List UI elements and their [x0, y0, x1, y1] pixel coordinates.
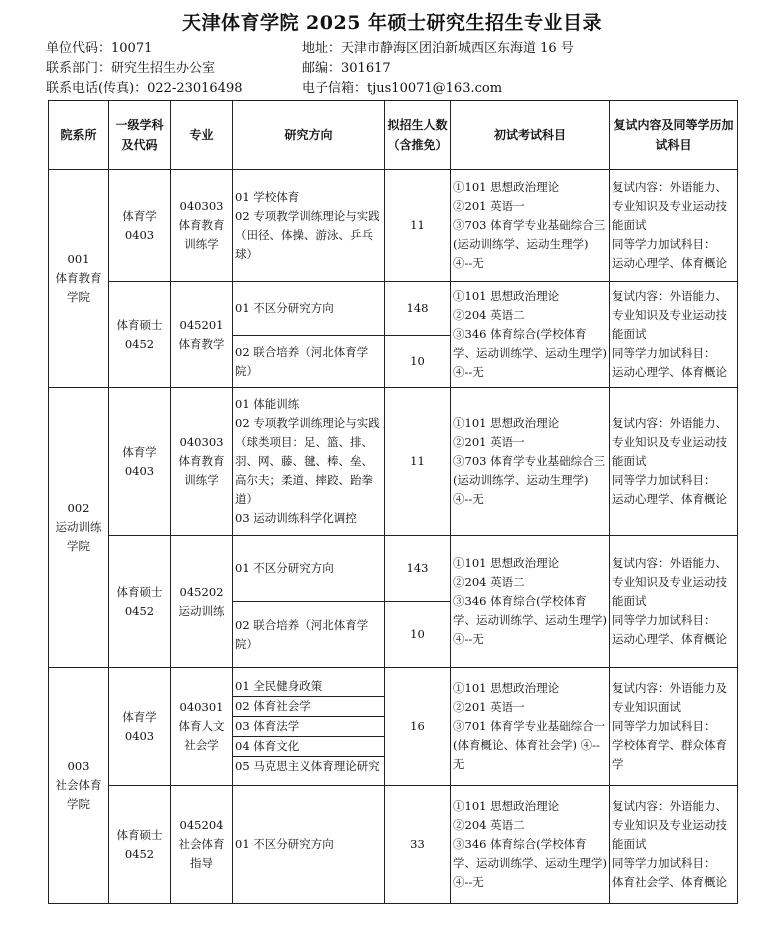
- major-cell: 045202 运动训练: [171, 536, 233, 668]
- direction-cell: 01 学校体育 02 专项教学训练理论与实践（田径、体操、游泳、乒乓球）: [233, 170, 385, 282]
- quota-cell: 33: [385, 786, 451, 904]
- address: 地址：天津市静海区团泊新城西区东海道 16 号: [302, 41, 574, 56]
- major-cell: 045201 体育教学: [171, 282, 233, 388]
- major-cell: 040303 体育教育训练学: [171, 388, 233, 536]
- header-quota: 拟招生人数（含推免）: [385, 101, 451, 170]
- exam-cell: ①101 思想政治理论 ②204 英语二 ③346 体育综合(学校体育学、运动训练学、运动生理学) ④--无: [451, 282, 610, 388]
- header-discipline: 一级学科及代码: [109, 101, 171, 170]
- direction-cell: 01 不区分研究方向: [233, 536, 385, 602]
- list-item: 04 体育文化: [233, 737, 384, 757]
- retest-cell: 复试内容：外语能力、专业知识及专业运动技能面试 同等学力加试科目： 运动心理学、体育概论: [610, 388, 738, 536]
- table-row: [49, 786, 738, 904]
- direction-cell: [233, 668, 385, 786]
- major-cell: 040301 体育人文社会学: [171, 668, 233, 786]
- phone: 联系电话(传真)：022-23016498: [46, 81, 243, 96]
- discipline-cell: 体育硕士 0452: [109, 282, 171, 388]
- exam-cell: ①101 思想政治理论 ②201 英语一 ③703 体育学专业基础综合三(运动训练学、运动生理学) ④--无: [451, 170, 610, 282]
- direction-cell: 02 联合培养（河北体育学院）: [233, 602, 385, 668]
- discipline-cell: 体育硕士 0452: [109, 786, 171, 904]
- header-retest: 复试内容及同等学历加试科目: [610, 101, 738, 170]
- list-item: 02 体育社会学: [233, 697, 384, 717]
- header-major: 专业: [171, 101, 233, 170]
- retest-cell: 复试内容：外语能力、专业知识及专业运动技能面试 同等学力加试科目： 运动心理学、体育概论: [610, 282, 738, 388]
- retest-cell: 复试内容：外语能力、专业知识及专业运动技能面试 同等学力加试科目： 运动心理学、体育概论: [610, 536, 738, 668]
- table-row: [49, 388, 738, 536]
- list-item: 03 体育法学: [233, 717, 384, 737]
- table-row: [49, 282, 738, 336]
- dept-cell: 002 运动训练学院: [49, 388, 109, 668]
- list-item: 01 全民健身政策: [233, 677, 384, 697]
- list-item: 05 马克思主义体育理论研究: [235, 759, 380, 773]
- direction-cell: 01 不区分研究方向: [233, 786, 385, 904]
- contact-dept: 联系部门：研究生招生办公室: [46, 61, 216, 76]
- quota-cell: 16: [385, 668, 451, 786]
- quota-cell: 11: [385, 170, 451, 282]
- retest-cell: 复试内容：外语能力、专业知识及专业运动技能面试 同等学力加试科目： 运动心理学、体育概论: [610, 170, 738, 282]
- header-dept: 院系所: [49, 101, 109, 170]
- quota-cell: 11: [385, 388, 451, 536]
- header-exam: 初试考试科目: [451, 101, 610, 170]
- exam-cell: ①101 思想政治理论 ②201 英语一 ③703 体育学专业基础综合三(运动训练学、运动生理学) ④--无: [451, 388, 610, 536]
- retest-cell: 复试内容：外语能力及专业知识面试 同等学力加试科目： 学校体育学、群众体育学: [610, 668, 738, 786]
- exam-cell: ①101 思想政治理论 ②204 英语二 ③346 体育综合(学校体育学、运动训练学、运动生理学) ④--无: [451, 786, 610, 904]
- direction-cell: 01 体能训练 02 专项教学训练理论与实践（球类项目：足、篮、排、羽、网、藤、毽、棒、垒、高尔夫；柔道、摔跤、跆拳道） 03 运动训练科学化调控: [233, 388, 385, 536]
- quota-cell: 143: [385, 536, 451, 602]
- discipline-cell: 体育学 0403: [109, 170, 171, 282]
- header-row: [49, 101, 738, 170]
- quota-cell: 10: [385, 602, 451, 668]
- page-title: 天津体育学院 2025 年硕士研究生招生专业目录: [181, 12, 603, 34]
- direction-cell: 01 不区分研究方向: [233, 282, 385, 336]
- discipline-cell: 体育学 0403: [109, 668, 171, 786]
- dept-cell: 001 体育教育学院: [49, 170, 109, 388]
- exam-cell: ①101 思想政治理论 ②201 英语一 ③701 体育学专业基础综合一(体育概论、体育社会学) ④--无: [451, 668, 610, 786]
- retest-cell: 复试内容：外语能力、专业知识及专业运动技能面试 同等学力加试科目： 体育社会学、体育概论: [610, 786, 738, 904]
- discipline-cell: 体育学 0403: [109, 388, 171, 536]
- exam-cell: ①101 思想政治理论 ②204 英语二 ③346 体育综合(学校体育学、运动训练学、运动生理学) ④--无: [451, 536, 610, 668]
- dept-cell: 003 社会体育学院: [49, 668, 109, 904]
- discipline-cell: 体育硕士 0452: [109, 536, 171, 668]
- unit-code: 单位代码：10071: [46, 41, 153, 56]
- table-row: [49, 170, 738, 282]
- catalog-table: [48, 100, 738, 904]
- direction-list: [233, 677, 384, 776]
- header-direction: 研究方向: [233, 101, 385, 170]
- postcode: 邮编：301617: [302, 61, 391, 76]
- major-cell: 040303 体育教育训练学: [171, 170, 233, 282]
- quota-cell: 148: [385, 282, 451, 336]
- direction-cell: 02 联合培养（河北体育学院）: [233, 336, 385, 388]
- quota-cell: 10: [385, 336, 451, 388]
- major-cell: 045204 社会体育指导: [171, 786, 233, 904]
- table-row: [49, 668, 738, 786]
- table-row: [49, 536, 738, 602]
- email-link[interactable]: 电子信箱：tjus10071@163.com: [302, 81, 503, 96]
